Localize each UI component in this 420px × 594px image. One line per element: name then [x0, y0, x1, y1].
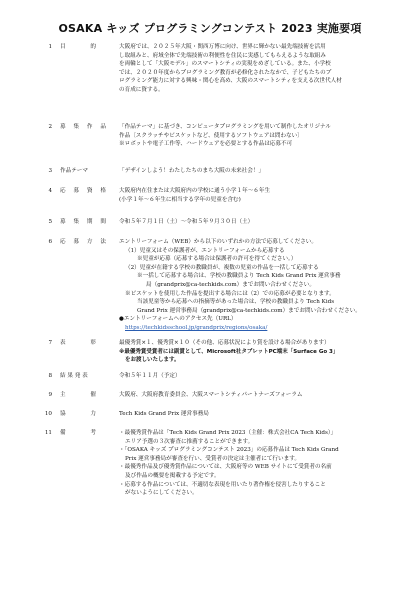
text-line: 大阪府内在住または大阪府内の学校に通う小学１年～６年生 [119, 188, 271, 194]
label-char: 主 [60, 392, 66, 398]
label-char: 催 [90, 392, 96, 398]
text-line: 作品〔スクラッチやビスケットなど、使用するソフトウェアは問わない〕 [119, 132, 303, 139]
section-number: 11 [44, 430, 52, 436]
text-line: Prix 運営事務局が審査を行い、受賞者の決定は主催者にて行います。 [125, 455, 300, 462]
section-body [119, 238, 383, 333]
text-line: ※ロボットや電子工作等、ハードウェアを必要とする作品は応募不可 [119, 141, 293, 148]
section-body [119, 410, 383, 419]
label-char: 方 [86, 239, 93, 245]
text-line: ●エントリーフォームへのアクセス先（URL） [119, 316, 237, 323]
text-line: 大阪府では、２０２５年大阪・関西万博に向け、世界に輝かない最先端技術を活用 [119, 44, 326, 50]
section-body [119, 372, 383, 381]
text-line: ※児童が応募（応募する場合は保護者の許可を得てください。） [137, 256, 297, 263]
label-char: 期 [86, 219, 93, 225]
label-char: 的 [90, 44, 96, 50]
text-line: ※ビスケットを使用した作品を提出する場合には（2）での応募が必要となります。 [125, 290, 335, 297]
text-line: （1）児童又はその保護者が、エントリーフォームから応募する [125, 247, 285, 254]
label-char: 間 [100, 219, 106, 225]
section-body [119, 43, 383, 95]
section-label [60, 429, 96, 438]
text-line: 大阪府、大阪府教育委員会、大阪スマートシティパートナーズフォーラム [119, 392, 303, 398]
label-char: 協 [60, 411, 66, 417]
entry-form-link[interactable]: https://techkidsschool.jp/grandprix/regions/osaka/ [125, 324, 268, 331]
section-label [60, 123, 106, 132]
text-line: 令和５年７月１日（土）～令和５年９月３０日（土） [119, 219, 254, 225]
label-char: 募 [60, 219, 66, 225]
text-line: ・応募する作品については、不適切な表現を用いたり著作権を侵害したりすること [119, 481, 326, 488]
text-line: では、２０２０年度からプログラミング教育が必修化されたなかで、子どもたちのプ [119, 69, 332, 76]
label-char: 目 [60, 44, 66, 50]
section-body [119, 218, 383, 227]
label-char: 募 [73, 188, 80, 194]
text-line: の育成に資する。 [119, 86, 164, 93]
label-char: 集 [73, 219, 80, 225]
text-line: (小学１年～６年生に相当する学年の児童を含む) [119, 196, 241, 203]
text-line: エリア予選の３次審査に推薦することができます。 [125, 438, 254, 445]
text-line: をお渡しいたします。 [125, 357, 180, 364]
label-char: 備 [60, 430, 66, 436]
section-body [119, 339, 383, 365]
label-char: 募 [60, 124, 66, 130]
label-char: 考 [90, 430, 96, 436]
section-number: 7 [48, 340, 52, 346]
section-body [119, 429, 383, 498]
label-char: 彰 [90, 340, 96, 346]
text-line: Tech Kids Grand Prix 運営事務局 [119, 411, 209, 417]
label-char: 品 [100, 124, 106, 130]
text-line: ・最優秀作品及び優秀賞作品については、大阪府等の WEB サイトにて受賞者の名前 [119, 464, 332, 471]
document-title: OSAKA キッズ プログラミングコンテスト 2023 実施要項 [58, 22, 362, 35]
text-line: （2）児童が在籍する学校の教職員が、複数の児童の作品を一括して応募する [125, 264, 319, 271]
text-line: ※最優秀賞受賞者には副賞として、Microsoft社タブレットPC端末「Surface Go 3」 [119, 348, 339, 355]
text-line: 及び作品の概要を掲載する予定です。 [125, 472, 220, 479]
label-char: 作 [86, 124, 93, 130]
label-char: 格 [100, 188, 106, 194]
section-label [60, 187, 106, 196]
text-line: ログラミング能力に対する興味・関心を高め、大阪のスマートシティを支える次世代人材 [119, 78, 342, 85]
text-line: 「デザインしよう！わたしたちのまち大阪の未来社会！」 [119, 168, 265, 174]
section-body [119, 167, 383, 176]
text-line: し取組みと、府域全体で先端技術の利便性を住民に実感してもらえるような取組み [119, 52, 326, 59]
label-char: 表 [60, 340, 66, 346]
text-line: 局（grandprix@ca-techkids.com）までお問い合わせください。 [146, 281, 315, 288]
text-line: を両輪として「大阪モデル」のスマートシティの実現をめざしている。また、小学校 [119, 61, 331, 68]
label-char: 応 [60, 188, 66, 194]
section-number: 4 [48, 188, 52, 194]
section-label [60, 43, 96, 52]
section-number: 8 [48, 373, 52, 379]
section-body [119, 391, 383, 400]
section-label: 作品テーマ [60, 168, 88, 174]
text-line: エントリーフォーム（WEB）から以下のいずれかの方法で応募してください。 [119, 239, 317, 245]
section-label: 結 果 発 表 [60, 373, 88, 379]
label-char: 法 [100, 239, 106, 245]
text-line: ・「OSAKA キッズ プログラミングコンテスト 2023」の応募作品は Tech Kids Grand [119, 447, 339, 454]
text-line: 令和５年１１月（予定） [119, 373, 181, 379]
text-line: Grand Prix 運営事務局（grandprix@ca-techkids.com）までお問い合わせください。 [137, 307, 361, 314]
section-number: 10 [44, 411, 52, 417]
label-char: 応 [60, 239, 66, 245]
label-char: 募 [73, 239, 80, 245]
text-line: 最優秀賞×１、優秀賞×１０（その他、応募状況により賞を設ける場合があります） [119, 340, 330, 346]
label-char: 資 [86, 188, 93, 194]
text-line: がないようにしてください。 [125, 490, 198, 497]
label-char: 力 [90, 411, 96, 417]
text-line: ・最優秀賞作品は「Tech Kids Grand Prix 2023（主催：株式会社CA Tech Kids）」 [119, 430, 337, 436]
section-label [60, 391, 96, 400]
text-line: ※一括して応募する場合は、学校の教職員より Tech Kids Grand Prix 運営事務 [137, 273, 341, 280]
section-body [119, 123, 383, 149]
section-body [119, 187, 383, 204]
section-number: 5 [48, 219, 52, 225]
section-label [60, 218, 106, 227]
text-line: 当該児童等から応募への指摘等があった場合は、学校の教職員より Tech Kids [137, 299, 335, 306]
section-number: 9 [48, 392, 52, 398]
section-number: 6 [48, 239, 52, 245]
section-number: 3 [48, 168, 52, 174]
section-label [60, 238, 106, 247]
section-number: 1 [48, 44, 52, 50]
label-char: 集 [73, 124, 80, 130]
section-number: 2 [48, 124, 52, 130]
section-label [60, 339, 96, 348]
section-label [60, 410, 96, 419]
text-line: 「作品テーマ」に基づき、コンピュータプログラミングを用いて制作したオリジナル [119, 124, 331, 130]
